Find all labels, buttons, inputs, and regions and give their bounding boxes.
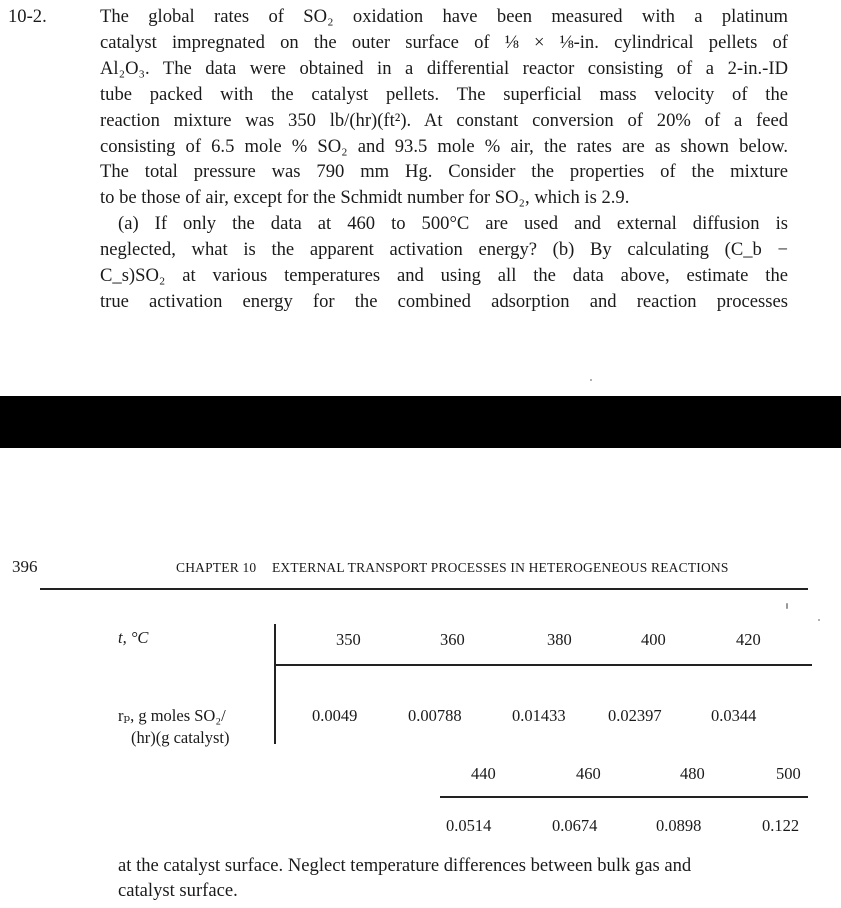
statement-line: Al₂O₃. The data were obtained in a differential reactor consisting of a 2-in.-ID: [100, 57, 788, 79]
table-rule-1: [274, 664, 812, 666]
rate-cell: 0.0049: [312, 706, 358, 725]
temp-cell: 420: [736, 630, 761, 649]
temp-cell: 380: [547, 630, 572, 649]
rate-cell: 0.122: [762, 816, 800, 835]
temp-cell: 480: [680, 764, 705, 783]
chapter-label: CHAPTER 10: [176, 560, 257, 575]
table-rule-2: [440, 796, 808, 798]
temp-cell: 440: [471, 764, 496, 783]
scan-black-band: [0, 396, 841, 448]
chapter-title: EXTERNAL TRANSPORT PROCESSES IN HETEROGENEOUS REACTIONS: [271, 560, 729, 575]
statement-line: true activation energy for the combined adsorption and reaction processes: [100, 290, 788, 312]
scan-speck: [818, 619, 820, 621]
statement-line: consisting of 6.5 mole % SO₂ and 93.5 mole % air, the rates are as shown below.: [100, 135, 788, 157]
temp-cell: 350: [336, 630, 361, 649]
statement-line: C_s)SO₂ at various temperatures and using all the data above, estimate the: [100, 265, 788, 287]
closing-line: catalyst surface.: [118, 880, 238, 901]
temp-cell: 400: [641, 630, 666, 649]
temp-cell: 360: [440, 630, 465, 649]
closing-line: at the catalyst surface. Neglect temperature differences between bulk gas and: [118, 855, 692, 876]
header-rule: [40, 588, 808, 590]
temp-cell: 500: [776, 764, 801, 783]
running-header: [176, 560, 808, 576]
scan-speck: [786, 603, 788, 609]
table-vertical-rule: [274, 624, 276, 744]
statement-line: The global rates of SO₂ oxidation have been measured with a platinum: [100, 6, 788, 27]
temp-cell: 460: [576, 764, 601, 783]
rate-cell: 0.0514: [446, 816, 492, 835]
statement-line: to be those of air, except for the Schmidt number for SO₂, which is 2.9.: [100, 187, 630, 209]
statement-line-part-a: (a) If only the data at 460 to 500°C are used and external diffusion is: [118, 213, 788, 235]
scan-speck: [590, 379, 592, 381]
rate-cell: 0.0898: [656, 816, 702, 835]
statement-line: neglected, what is the apparent activation energy? (b) By calculating (C_b −: [100, 239, 788, 261]
statement-line: catalyst impregnated on the outer surface of ⅛ × ⅛-in. cylindrical pellets of: [100, 31, 788, 53]
problem-number: 10-2.: [8, 6, 47, 27]
problem-statement: [100, 4, 788, 315]
page-number: 396: [12, 557, 38, 576]
statement-line: tube packed with the catalyst pellets. The superficial mass velocity of the: [100, 83, 788, 105]
rate-label-line1: rₚ, g moles SO₂/: [118, 706, 226, 725]
rate-cell: 0.00788: [408, 706, 462, 725]
rate-cell: 0.02397: [608, 706, 662, 725]
statement-line: reaction mixture was 350 lb/(hr)(ft²). At constant conversion of 20% of a feed: [100, 109, 788, 131]
rate-cell: 0.01433: [512, 706, 566, 725]
closing-text: [118, 853, 818, 903]
rate-cell: 0.0674: [552, 816, 598, 835]
rate-label-line2: (hr)(g catalyst): [131, 728, 230, 747]
rate-cell: 0.0344: [711, 706, 757, 725]
temperature-label: t, °C: [118, 628, 149, 647]
statement-line: The total pressure was 790 mm Hg. Consider the properties of the mixture: [100, 161, 788, 183]
